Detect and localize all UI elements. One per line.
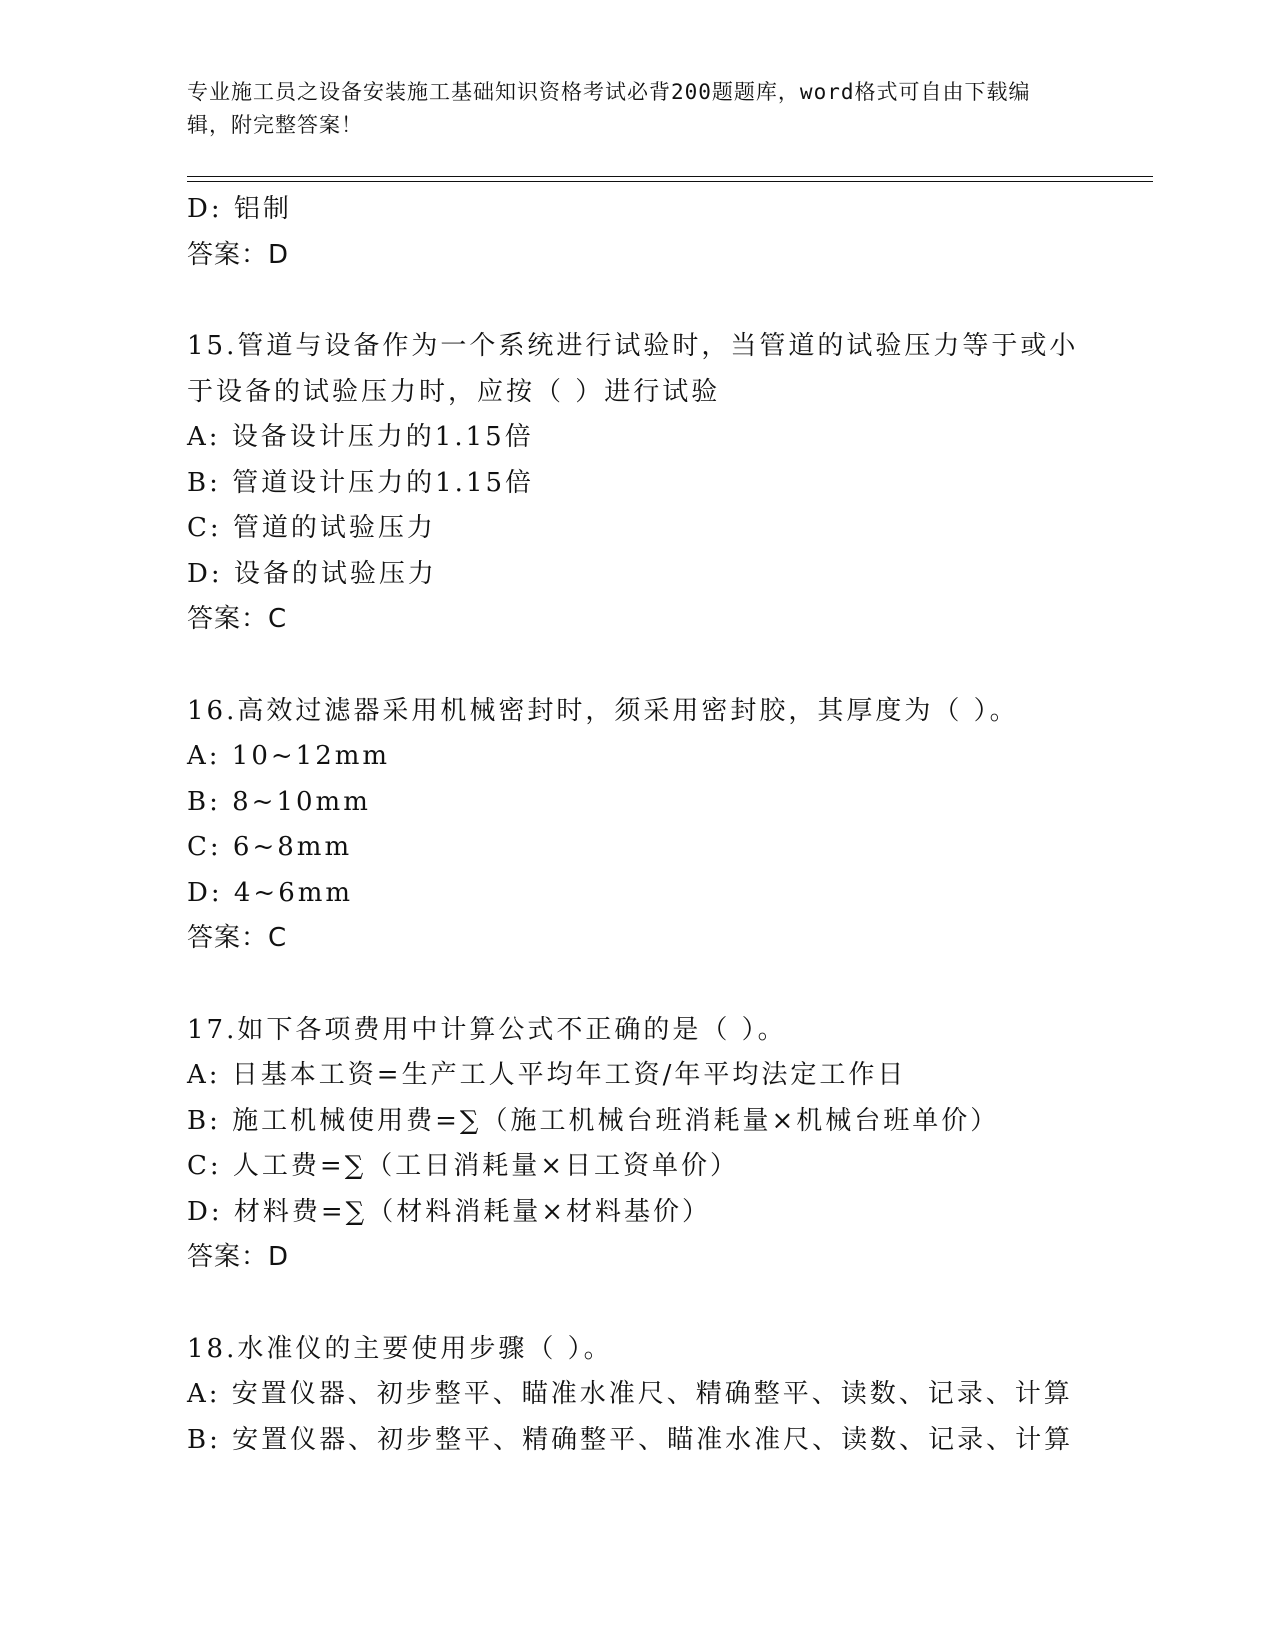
header-rule-top	[187, 176, 1153, 177]
option-d: D: 材料费=∑（材料消耗量×材料基价）	[187, 1196, 712, 1227]
option-d: D: 4~6mm	[187, 877, 354, 908]
question-stem: 18.水准仪的主要使用步骤（ ）。	[187, 1333, 613, 1364]
option-b: B: 安置仪器、初步整平、精确整平、瞄准水准尺、读数、记录、计算	[187, 1424, 1074, 1455]
option-c: C: 管道的试验压力	[187, 513, 436, 543]
option-a: A: 设备设计压力的1.15倍	[187, 422, 534, 452]
option-b: B: 8~10mm	[187, 786, 371, 817]
spacer	[187, 643, 1117, 689]
document-header: 专业施工员之设备安装施工基础知识资格考试必背200题题库，word格式可自由下载编辑，附完整答案！	[187, 80, 1031, 137]
spacer	[187, 278, 1117, 324]
question-list	[187, 187, 1117, 1463]
question-stem: 15.管道与设备作为一个系统进行试验时，当管道的试验压力等于或小	[187, 331, 1079, 361]
option-a: A: 日基本工资=生产工人平均年工资/年平均法定工作日	[187, 1060, 907, 1090]
option-a: A: 10~12mm	[187, 741, 391, 771]
answer-line: 答案：D	[187, 1242, 290, 1272]
question-stem-continued: 于设备的试验压力时，应按（ ）进行试验	[187, 376, 721, 407]
answer-line: 答案：C	[187, 923, 288, 953]
option-b: B: 管道设计压力的1.15倍	[187, 467, 535, 498]
header-rule-bottom	[187, 181, 1153, 182]
option-c: C: 人工费=∑（工日消耗量×日工资单价）	[187, 1151, 740, 1181]
option-c: C: 6~8mm	[187, 832, 353, 862]
option-d: D: 铝制	[187, 194, 292, 224]
spacer	[187, 962, 1117, 1008]
spacer	[187, 1281, 1117, 1327]
option-d: D: 设备的试验压力	[187, 558, 437, 589]
question-stem: 16.高效过滤器采用机械密封时，须采用密封胶，其厚度为（ ）。	[187, 695, 1019, 726]
option-a: A: 安置仪器、初步整平、瞄准水准尺、精确整平、读数、记录、计算	[187, 1379, 1073, 1409]
answer-line: 答案：D	[187, 239, 290, 270]
option-b: B: 施工机械使用费=∑（施工机械台班消耗量×机械台班单价）	[187, 1105, 1000, 1136]
question-stem: 17.如下各项费用中计算公式不正确的是（ ）。	[187, 1014, 787, 1045]
answer-line: 答案：C	[187, 604, 288, 634]
